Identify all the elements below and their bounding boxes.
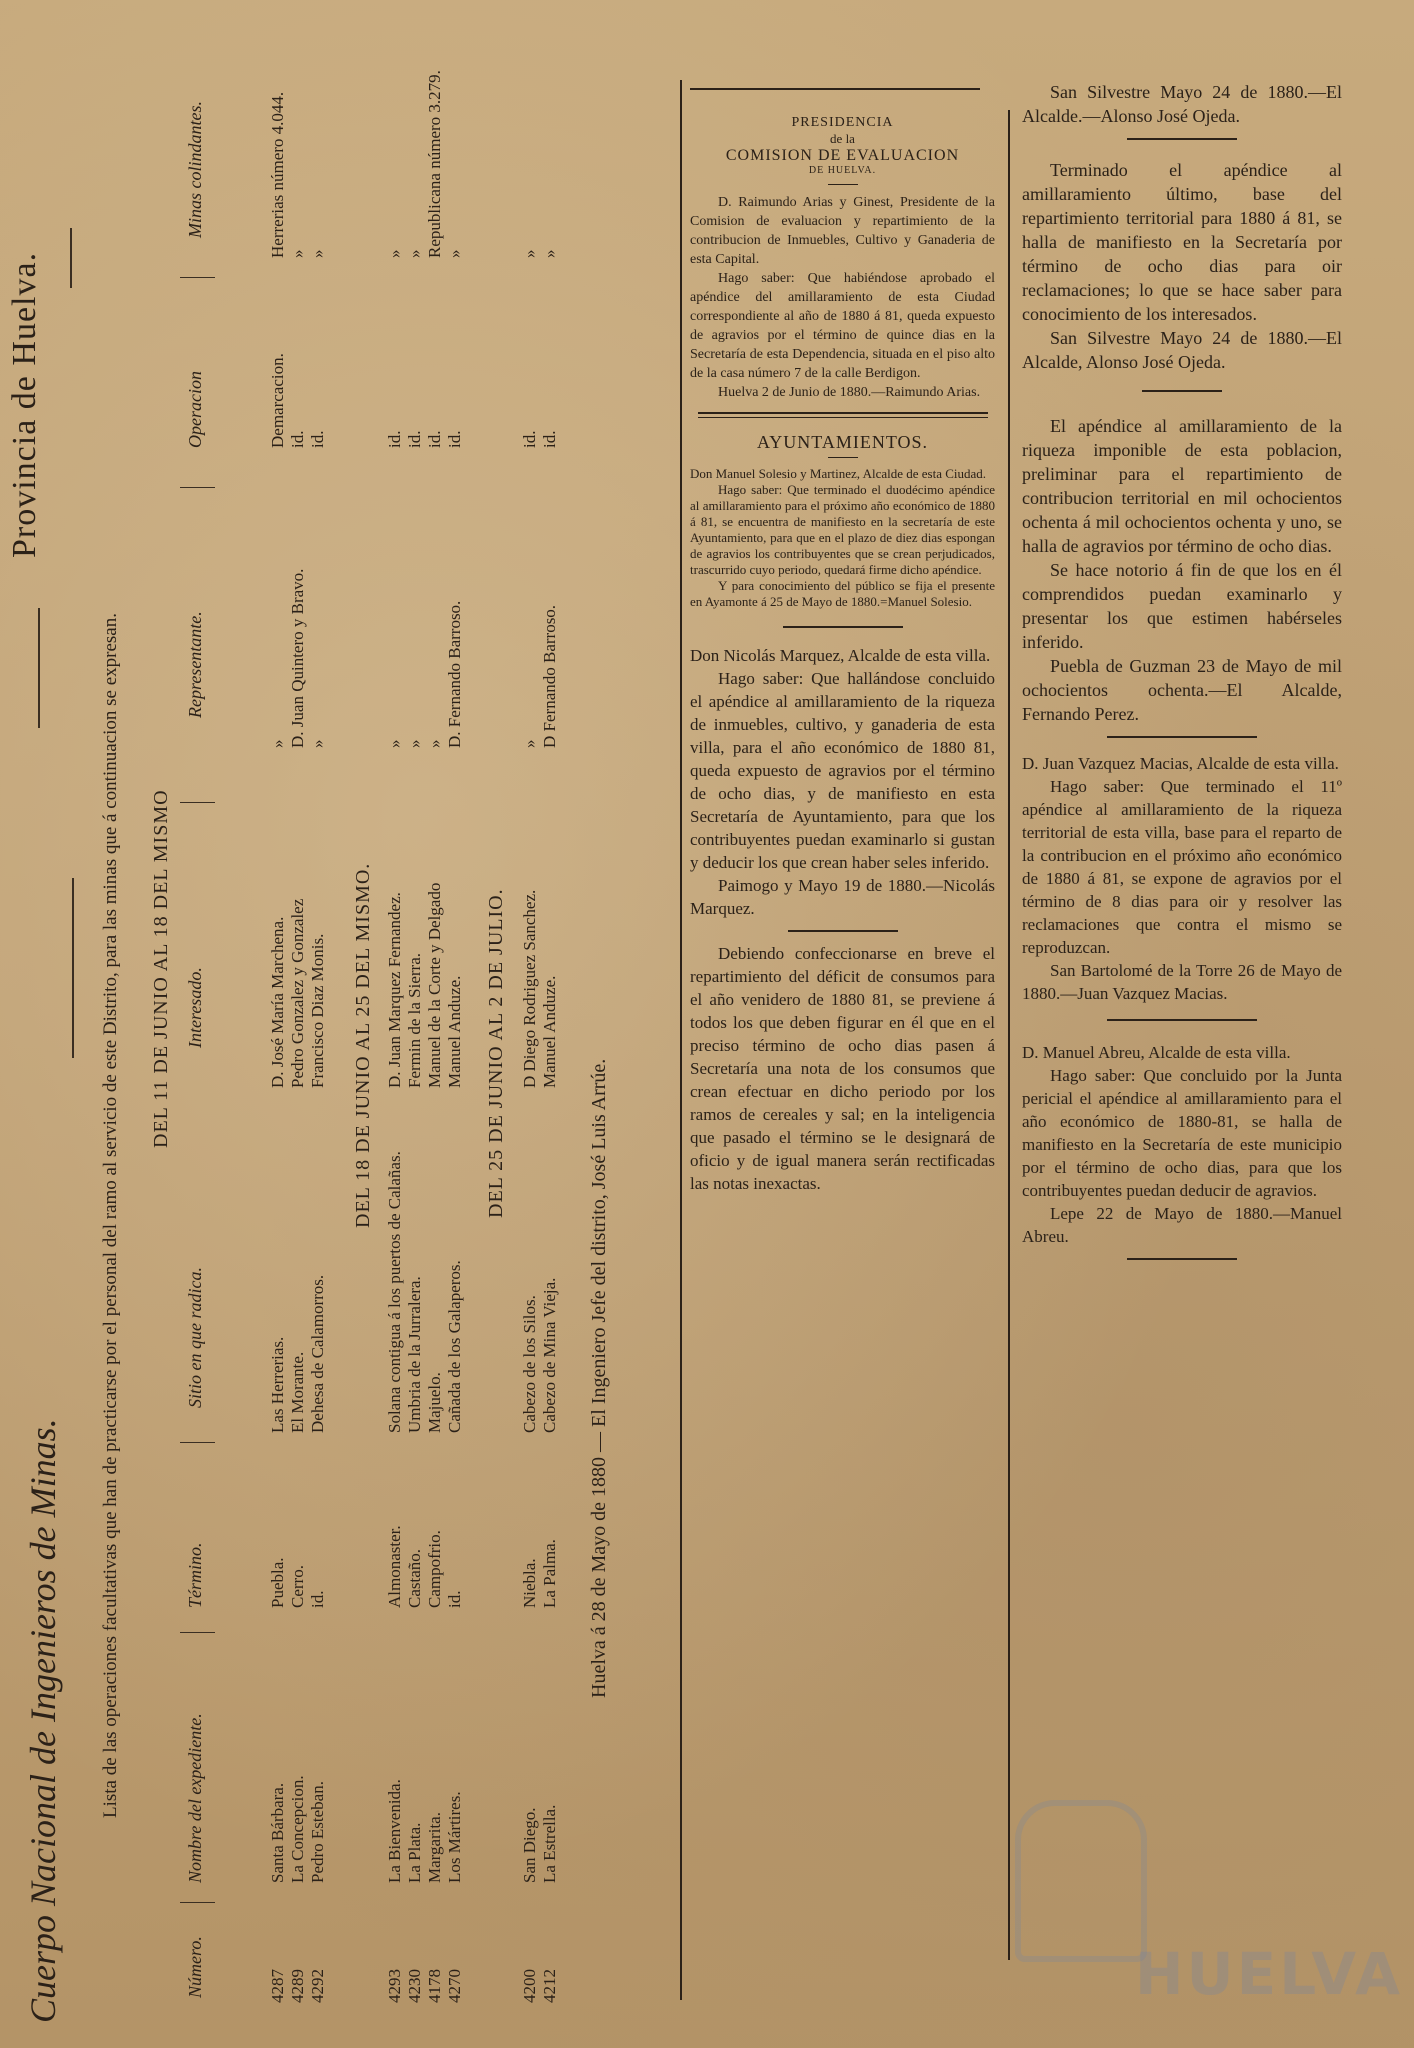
table-cell: » xyxy=(405,249,424,258)
column-parties xyxy=(520,890,560,1088)
table-cell: Almonaster. xyxy=(385,1525,404,1608)
table-cell: Pedro Esteban. xyxy=(308,1781,327,1883)
table-cell: D Diego Rodriguez Sanchez. xyxy=(520,889,539,1088)
table-cell: Republicana número 3.279. xyxy=(425,70,444,258)
table-cell: Demarcacion. xyxy=(268,353,287,448)
column-sites xyxy=(385,1151,465,1433)
header-representante: Representante. xyxy=(185,611,205,718)
table-cell: La Bienvenida. xyxy=(385,1779,404,1883)
column-ops xyxy=(268,353,328,448)
table-cell: » xyxy=(268,739,287,748)
header-nombre: Nombre del expediente. xyxy=(185,1713,205,1883)
table-cell: D. Juan Quintero y Bravo. xyxy=(288,568,307,748)
column-numbers xyxy=(520,1969,560,2003)
column-rule xyxy=(680,80,682,2000)
table-cell: Cañada de los Galaperos. xyxy=(445,1260,464,1433)
column-mines xyxy=(268,92,328,258)
table-cell: » xyxy=(385,249,404,258)
table-cell: Margarita. xyxy=(425,1812,444,1883)
puebla-signature: Puebla de Guzman 23 de Mayo de mil ochocientos ochenta.—El Alcalde, Fernando Perez. xyxy=(1022,656,1342,724)
table-cell: Cabezo de los Silos. xyxy=(520,1295,539,1433)
table-cell: Cabezo de Mina Vieja. xyxy=(540,1277,559,1433)
column-terms xyxy=(268,1557,328,1608)
table-cell: » xyxy=(385,739,404,748)
table-cell: » xyxy=(540,249,559,258)
column-names xyxy=(268,1775,328,1883)
ornament-rule xyxy=(70,228,72,288)
table-cell: D. Fernando Barroso. xyxy=(445,600,464,748)
table-cell: » xyxy=(308,249,327,258)
paimogo-body: Hago saber: Que hallándose concluido el apéndice al amillaramiento de la riqueza de inmuebles, cultivo, y ganaderia de esta villa, para el año económico de 1880 81, queda expuesto de agravios por el término de ocho dias, y de manifiesto en esta Secretaría de Ayuntamiento, para que los contribuyentes puedan examinarlo si gustan y deducir los que crean haber seles inferido. xyxy=(690,669,995,872)
header-termino: Término. xyxy=(185,1542,205,1608)
table-cell: Manuel de la Corte y Delgado xyxy=(425,882,444,1088)
ayamonte-body: Hago saber: Que terminado el duodécimo apéndice al amillaramiento para el próximo año económico de 1880 á 81, se encuentra de manifiesto en la secretaría de este Ayuntamiento, para que en el plazo de diez dias espongan de agravios los contribuyentes que se crean perjudicados, trascurrido cuyo periodo, quedará firme dicho apéndice. xyxy=(690,482,995,577)
table-cell: La Palma. xyxy=(540,1539,559,1608)
column-ops xyxy=(520,431,560,448)
table-cell: La Plata. xyxy=(405,1822,424,1883)
column-mines xyxy=(520,250,560,259)
column-sites xyxy=(268,1275,328,1433)
table-cell: » xyxy=(520,249,539,258)
san-bartolome-body: Hago saber: Que terminado el 11º apéndice al amillaramiento de la riqueza territorial de esta villa, base para el reparto de la contribucion en el próximo año económico de 1880 á 81, se expone de agravios por el término de 8 dias para oir y resolver las reclamaciones que contra el mismo se reproduzcan. xyxy=(1022,777,1342,957)
table-cell: Campofrio. xyxy=(425,1530,444,1608)
table-cell: 4230 xyxy=(405,1969,424,2003)
ayamonte-mayor: Don Manuel Solesio y Martinez, Alcalde de esta Ciudad. xyxy=(690,466,987,481)
table-cell: La Concepcion. xyxy=(288,1775,307,1883)
header-numero: Número. xyxy=(185,1936,205,1998)
mining-operations-notice: Cuerpo Nacional de Ingenieros de Minas. Provincia de Huelva. Lista de las operaciones facultativas que han de practicarse por el personal del ramo al servicio de este Distrito, para las minas que á continuacion se expresan. Número. Nombre del expediente. Término. Sitio en que radica. Interesado. Representante. Operacion Minas colindantes. DEL 11 DE JUNIO AL 18 DEL MISMO 4287 4289 4292 Santa Bárbara. La Concepcion. Pedro Esteban. Puebla. Cerro. id. Las Herrerias. El Morante. Dehesa de Calamorros. D. José María Marchena. Pedro Gonzalez y Gonzalez Francisco Diaz Monis. » D. Juan Quintero y Bravo. » Demarcacion. id. id. Herrerias número 4.044. » » DEL 18 DE JUNIO AL 25 DEL MISMO. 4293 4230 4178 4270 La Bienvenida. La Plata. Margarita. Los Mártires. Almonaster. Castaño. Campofrio. id. Solana contigua á los puertos de Calañas. Umbria de la Jurralera. Majuelo. Cañada de los Galaperos. D. Juan Marquez Fernandez. Fermin de la Sierra. Manuel de la Corte y Delgado Manuel Anduze. » » » D. Fernando Barroso. id. id. id. id. » » Republicana número 3.279. » DEL 25 DE JUNIO AL 2 DE JULIO. 4200 4212 San Diego. La Estrella. Niebla. La Palma. Cabezo de los Silos. Cabezo de Mina Vieja. D Diego Rodriguez Sanchez. Manuel Anduze. » D Fernando Barroso. id. id. » » Huelva á 28 de Mayo de 1880 — El Ingeniero Jefe del distrito, José Luis Arrúe. xyxy=(0,68,660,2048)
table-cell: 4212 xyxy=(540,1969,559,2003)
column-ops xyxy=(385,431,465,448)
presidencia-signature: Huelva 2 de Junio de 1880.—Raimundo Arias. xyxy=(718,385,981,400)
table-cell: Majuelo. xyxy=(425,1372,444,1433)
table-cell: Umbria de la Jurralera. xyxy=(405,1276,424,1433)
table-cell: Las Herrerias. xyxy=(268,1336,287,1433)
intro-text: Lista de las operaciones facultativas que han de practicarse por el personal del ramo al servicio de este Distrito, para las minas que á continuacion se expresan. xyxy=(100,613,121,1818)
san-bartolome-signature: San Bartolomé de la Torre 26 de Mayo de 1880.—Juan Vazquez Macias. xyxy=(1022,961,1342,1003)
table-cell: id. xyxy=(308,430,327,448)
comision-heading: COMISION DE EVALUACION xyxy=(725,147,960,164)
san-silvestre-body: Terminado el apéndice al amillaramiento último, base del repartimiento territorial para 1880 á 81, se halla de manifiesto en la Secretaría por término de ocho dias para oir reclamaciones; lo que se hace saber para conocimiento de los interesados. xyxy=(1022,160,1342,324)
lepe-signature: Lepe 22 de Mayo de 1880.—Manuel Abreu. xyxy=(1022,1204,1342,1246)
table-cell: id. xyxy=(288,430,307,448)
table-cell: Francisco Diaz Monis. xyxy=(308,933,327,1088)
column-reps xyxy=(520,605,560,748)
province-heading: Provincia de Huelva. xyxy=(6,251,43,558)
paimogo-signature: Paimogo y Mayo 19 de 1880.—Nicolás Marquez. xyxy=(690,876,995,918)
archive-watermark xyxy=(1015,1790,1404,2010)
table-cell: id. xyxy=(520,430,539,448)
san-silvestre-signature-1: San Silvestre Mayo 24 de 1880.—El Alcalde.—Alonso José Ojeda. xyxy=(1022,82,1342,126)
table-cell: Herrerias número 4.044. xyxy=(268,91,287,258)
corps-heading: Cuerpo Nacional de Ingenieros de Minas. xyxy=(23,1418,63,2023)
table-cell: Santa Bárbara. xyxy=(268,1782,287,1883)
column-terms xyxy=(520,1539,560,1608)
consumos-notice: Debiendo confeccionarse en breve el repartimiento del déficit de consumos para el año venidero de 1880 81, se previene á todos los que deben figurar en él que en el preciso término de ocho dias pasen á Secretaría una nota de los consumos que crean efectuar en dicho periodo por los ramos de cereales y sal; en la inteligencia que pasado el término se le designará de oficio y de igual manera serán rectificadas las notas inexactas. xyxy=(690,944,995,1193)
table-cell: 4178 xyxy=(425,1969,444,2003)
table-cell: Solana contigua á los puertos de Calañas. xyxy=(385,1151,404,1433)
column-reps xyxy=(385,601,465,748)
table-cell: id. xyxy=(445,430,464,448)
table-cell: id. xyxy=(405,430,424,448)
paimogo-mayor: Don Nicolás Marquez, Alcalde de esta villa. xyxy=(690,646,991,665)
table-cell: D Fernando Barroso. xyxy=(540,604,559,748)
table-header xyxy=(185,68,215,2048)
ornament-rule xyxy=(38,608,40,728)
table-cell: 4270 xyxy=(445,1969,464,2003)
presidencia-intro: D. Raimundo Arias y Ginest, Presidente de la Comision de evaluacion y repartimiento de la contribucion de Inmuebles, Cultivo y Ganaderia de esta Capital. xyxy=(690,195,995,267)
table-cell: La Estrella. xyxy=(540,1804,559,1883)
lepe-mayor: D. Manuel Abreu, Alcalde de esta villa. xyxy=(1022,1043,1291,1062)
column-reps xyxy=(268,569,328,748)
table-cell: Los Mártires. xyxy=(445,1791,464,1883)
footer-signature: Huelva á 28 de Mayo de 1880 — El Ingeniero Jefe del distrito, José Luis Arrúe. xyxy=(588,1058,610,1698)
column-parties xyxy=(268,899,328,1088)
table-cell: Niebla. xyxy=(520,1558,539,1608)
ayuntamientos-heading: AYUNTAMIENTOS. xyxy=(756,432,929,452)
table-cell: id. xyxy=(540,430,559,448)
seal-icon xyxy=(1015,1800,1147,1962)
column-numbers xyxy=(385,1969,465,2003)
column-names xyxy=(385,1779,465,1883)
table-cell: 4200 xyxy=(520,1969,539,2003)
ornament-rule xyxy=(72,878,74,1058)
table-cell: id. xyxy=(445,1590,464,1608)
table-cell: El Morante. xyxy=(288,1351,307,1433)
table-cell: Fermin de la Sierra. xyxy=(405,952,424,1088)
period-title-3: DEL 25 DE JUNIO AL 2 DE JULIO. xyxy=(485,888,507,1218)
table-cell: id. xyxy=(308,1590,327,1608)
table-cell: D. Juan Marquez Fernandez. xyxy=(385,892,404,1088)
table-cell: D. José María Marchena. xyxy=(268,916,287,1088)
header-operacion: Operacion xyxy=(185,371,205,448)
table-cell: Puebla. xyxy=(268,1557,287,1608)
header-minas: Minas colindantes. xyxy=(185,101,205,238)
column-mines xyxy=(385,70,465,258)
table-cell: Manuel Anduze. xyxy=(540,975,559,1088)
table-cell: 4293 xyxy=(385,1969,404,2003)
table-cell: » xyxy=(520,739,539,748)
table-cell: » xyxy=(425,739,444,748)
san-bartolome-mayor: D. Juan Vazquez Macias, Alcalde de esta villa. xyxy=(1022,754,1339,773)
header-interesado: Interesado. xyxy=(185,967,205,1048)
presidencia-body: Hago saber: Que habiéndose aprobado el apéndice del amillaramiento de esta Ciudad correspondiente al año de 1880 á 81, queda expuesto de agravios por el término de quince dias en la Secretaría de esta Dependencia, situada en el piso alto de la casa número 7 de la calle Berdigon. xyxy=(690,271,995,381)
san-silvestre-signature-2: San Silvestre Mayo 24 de 1880.—El Alcalde, Alonso José Ojeda. xyxy=(1022,328,1342,372)
period-title-1: DEL 11 DE JUNIO AL 18 DEL MISMO xyxy=(150,789,172,1148)
puebla-body: El apéndice al amillaramiento de la riqueza imponible de esta poblacion, preliminar para el repartimiento de contribucion territorial en mil ochocientos ochenta á mil ochocientos ochenta y uno, se halla de agravios por término de ocho dias. xyxy=(1022,416,1342,556)
table-cell: id. xyxy=(425,430,444,448)
table-cell: San Diego. xyxy=(520,1807,539,1883)
ayamonte-signature: Y para conocimiento del público se fija el presente en Ayamonte á 25 de Mayo de 1880.=Manuel Solesio. xyxy=(690,578,995,609)
table-cell: » xyxy=(288,249,307,258)
table-cell: Cerro. xyxy=(288,1565,307,1608)
column-parties xyxy=(385,883,465,1088)
period-title-2: DEL 18 DE JUNIO AL 25 DEL MISMO. xyxy=(352,862,374,1228)
watermark-word: HUELVA xyxy=(1135,1940,1404,2008)
puebla-notice: Se hace notorio á fin de que los en él comprendidos puedan examinarlo y presentar los que estimen habérseles inferido. xyxy=(1022,560,1342,652)
column-rule xyxy=(1008,110,1010,1960)
table-cell: » xyxy=(445,249,464,258)
header-sitio: Sitio en que radica. xyxy=(185,1267,205,1408)
lepe-body: Hago saber: Que concluido por la Junta pericial el apéndice al amillaramiento para el año económico de 1880-81, se halla de manifiesto en la Secretaría de este municipio por el término de ocho dias, para que los contribuyentes puedan deducir de agravios. xyxy=(1022,1066,1342,1200)
table-cell: Dehesa de Calamorros. xyxy=(308,1274,327,1433)
table-cell: Pedro Gonzalez y Gonzalez xyxy=(288,898,307,1088)
table-cell: » xyxy=(308,739,327,748)
top-rule xyxy=(690,88,980,90)
column-2 xyxy=(1022,80,1342,1270)
column-names xyxy=(520,1805,560,1883)
column-sites xyxy=(520,1278,560,1433)
column-terms xyxy=(385,1525,465,1608)
table-cell: Manuel Anduze. xyxy=(445,975,464,1088)
table-cell: id. xyxy=(385,430,404,448)
table-cell: » xyxy=(405,739,424,748)
presidencia-heading: PRESIDENCIA xyxy=(791,115,894,130)
column-1: PRESIDENCIA de la COMISION DE EVALUACION DE HUELVA. D. Raimundo Arias y Ginest, Presidente de la Comision de evaluacion y repartimiento de la contribucion de Inmuebles, Cultivo y Ganaderia de esta Capital. Hago saber: Que habiéndose aprobado el apéndice del amillaramiento de esta Ciudad correspondiente al año de 1880 á 81, queda expuesto de agravios por el término de quince dias en la Secretaría de esta Dependencia, situada en el piso alto de la casa número 7 de la calle Berdigon. Huelva 2 de Junio de 1880.—Raimundo Arias. AYUNTAMIENTOS. Don Manuel Solesio y Martinez, Alcalde de esta Ciudad. Hago saber: Que terminado el duodécimo apéndice al amillaramiento para el próximo año económico de 1880 á 81, se encuentra de manifiesto en la secretaría de este Ayuntamiento, para que en el plazo de diez dias espongan de agravios los contribuyentes que se crean perjudicados, trascurrido cuyo periodo, quedará firme dicho apéndice. Y para conocimiento del público se fija el presente en Ayamonte á 25 de Mayo de 1880.=Manuel Solesio. Don Nicolás Marquez, Alcalde de esta villa. Hago saber: Que hallándose concluido el apéndice al amillaramiento de la riqueza de inmuebles, cultivo, y ganaderia de esta villa, para el año económico de 1880 81, queda expuesto de agravios por el término de ocho dias, y de manifiesto en esta Secretaría de Ayuntamiento, para que los contribuyentes puedan examinarlo si gustan y deducir los que crean haber seles inferido. Paimogo y Mayo 19 de 1880.—Nicolás Marquez. Debiendo confeccionarse en breve el repartimiento del déficit de consumos para el año venidero de 1880 81, se previene á todos los que deben figurar en él que en el preciso término de ocho dias pasen á Secretaría una nota de los consumos que crean efectuar en dicho periodo por los ramos de cereales y sal; en la inteligencia que pasado el término se le designará de oficio y de igual manera serán rectificadas las notas inexactas. xyxy=(690,115,995,1193)
table-cell: Castaño. xyxy=(405,1548,424,1608)
